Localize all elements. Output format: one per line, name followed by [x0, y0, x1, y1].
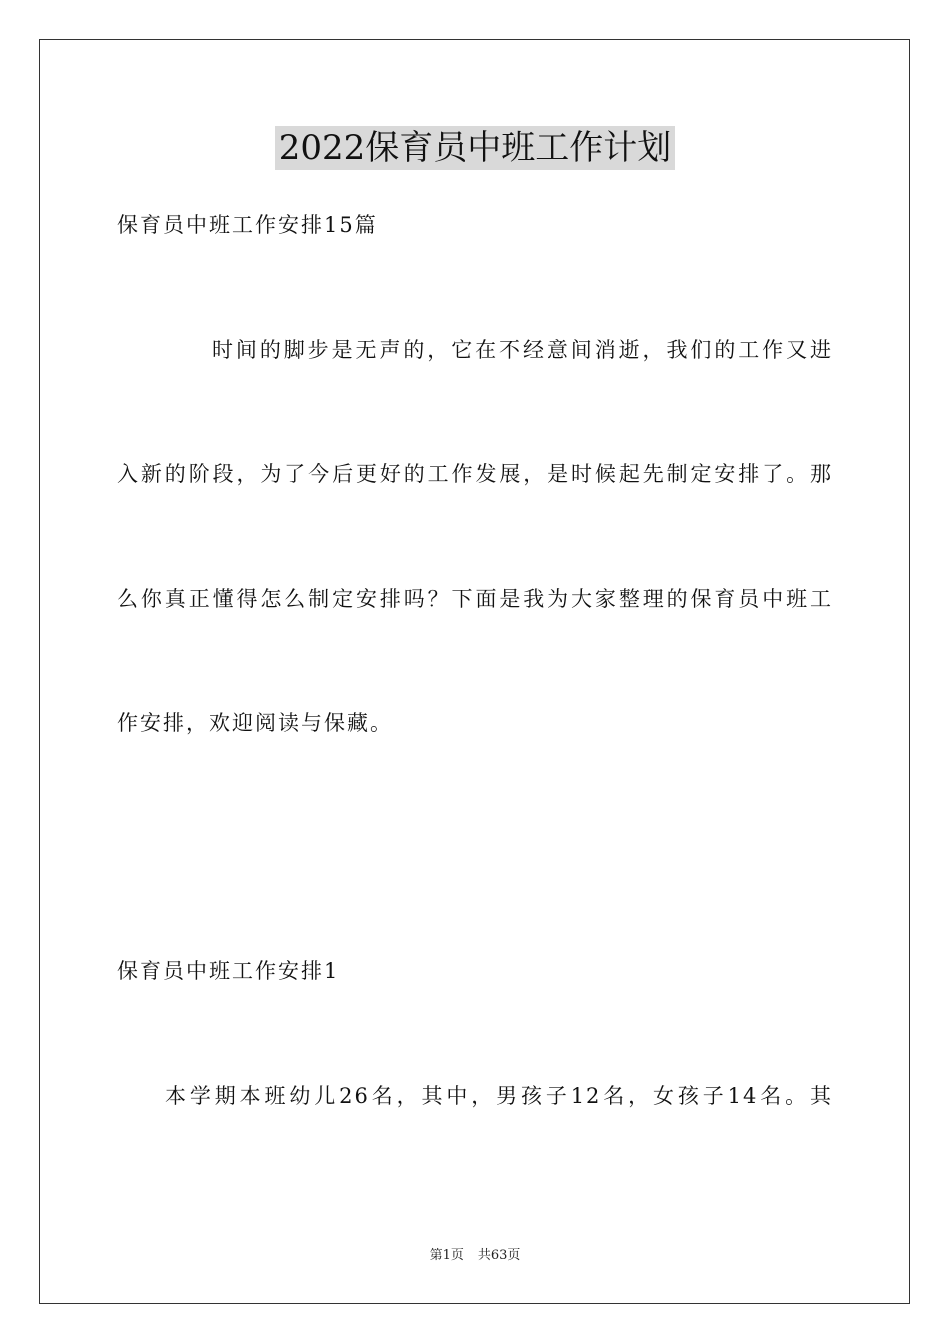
page-number: 第1页: [429, 1248, 464, 1263]
document-title: 2022保育员中班工作计划: [275, 126, 676, 170]
subtitle: 保育员中班工作安排15篇: [117, 213, 378, 237]
page-total: 共63页: [477, 1248, 521, 1263]
intro-line-1: 时间的脚步是无声的，它在不经意间消逝，我们的工作又进: [212, 338, 833, 362]
intro-line-3: 么你真正懂得怎么制定安排吗？下面是我为大家整理的保育员中班工: [117, 587, 833, 611]
intro-line-2: 入新的阶段，为了今后更好的工作发展，是时候起先制定安排了。那: [117, 462, 833, 486]
section-heading: 保育员中班工作安排1: [117, 959, 340, 983]
page-footer: [0, 1247, 950, 1265]
intro-line-4: 作安排，欢迎阅读与保藏。: [117, 711, 393, 735]
title-container: [0, 126, 950, 170]
section-paragraph-line-1: 本学期本班幼儿26名，其中，男孩子12名，女孩子14名。其: [165, 1084, 833, 1108]
